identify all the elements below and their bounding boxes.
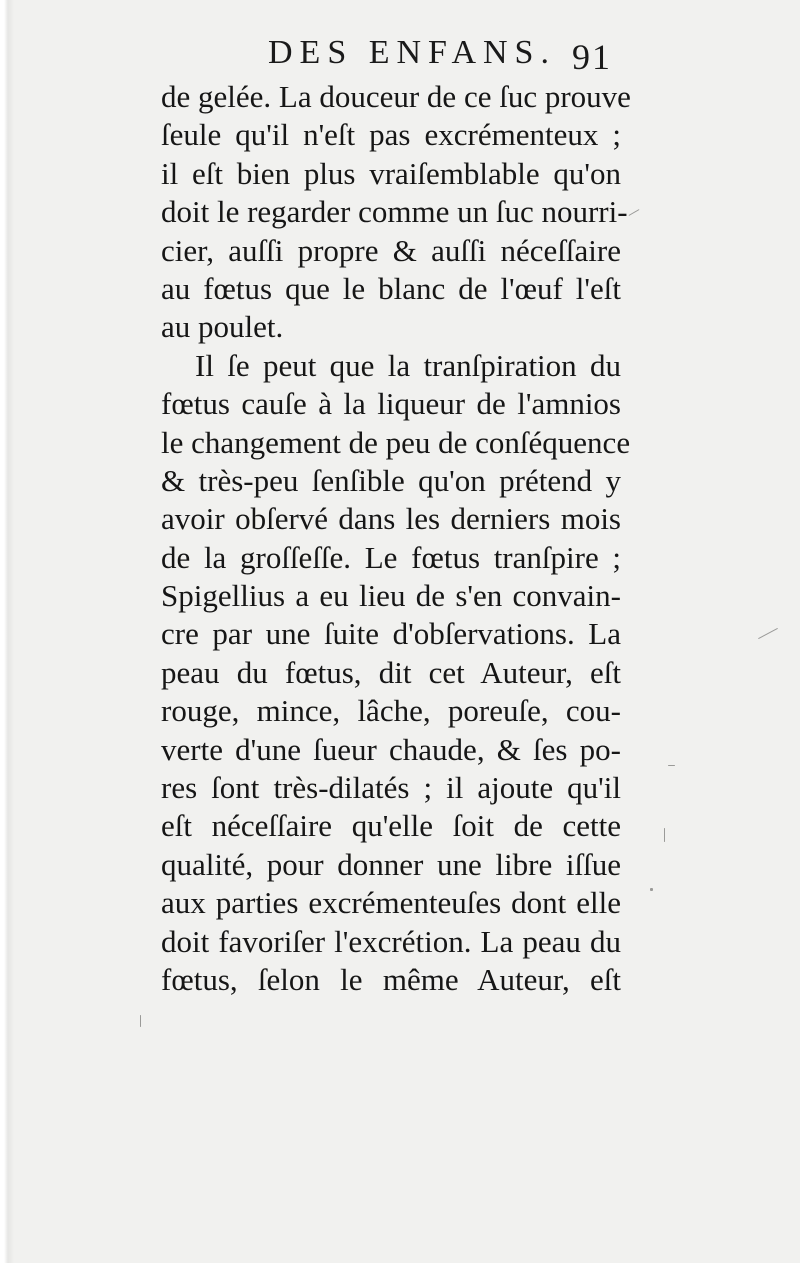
text-line: le changement de peu de conſéquence <box>161 424 631 460</box>
text-line: de gelée. La douceur de ce ſuc prouve <box>161 79 631 114</box>
text-line: au fœtus que le blanc de l'œuf l'eſt <box>161 270 621 306</box>
text-line: doit le regarder comme un ſuc nourri- <box>161 194 628 230</box>
paper-speck <box>650 888 653 891</box>
paragraph-first-line: Il ſe peut que la tranſpiration du <box>195 347 621 383</box>
paper-speck <box>140 1015 141 1027</box>
text-line: Spigellius a eu lieu de s'en convain- <box>161 578 621 614</box>
text-line: cier, auſſi propre & auſſi néceſſaire <box>161 232 621 268</box>
text-line: verte d'une ſueur chaude, & ſes po- <box>161 731 621 767</box>
paper-speck <box>664 828 665 842</box>
text-line: il eſt bien plus vraiſemblable qu'on <box>161 155 621 191</box>
text-line: res ſont très-dilatés ; il ajoute qu'il <box>161 770 621 806</box>
body-text <box>161 78 631 999</box>
text-line: peau du fœtus, dit cet Auteur, eſt <box>161 654 621 690</box>
paper-speck <box>629 209 640 216</box>
text-line: eſt néceſſaire qu'elle ſoit de cette <box>161 808 621 844</box>
text-line: ſeule qu'il n'eſt pas excrémenteux ; <box>161 117 621 153</box>
paper-speck <box>668 765 675 766</box>
text-line: fœtus, ſelon le même Auteur, eſt <box>161 961 621 997</box>
text-line: fœtus cauſe à la liqueur de l'amnios <box>161 386 621 422</box>
text-line: aux parties excrémenteuſes dont elle <box>161 885 621 921</box>
text-line: avoir obſervé dans les derniers mois <box>161 501 621 537</box>
running-head-title: DES ENFANS. <box>268 34 556 71</box>
running-head <box>0 34 800 84</box>
paper-speck <box>758 628 778 639</box>
text-line: cre par une ſuite d'obſervations. La <box>161 616 621 652</box>
text-line: de la groſſeſſe. Le fœtus tranſpire ; <box>161 539 621 575</box>
text-line: au poulet. <box>161 309 284 345</box>
text-line: & très-peu ſenſible qu'on prétend y <box>161 462 621 498</box>
page-number: 91 <box>572 37 612 77</box>
text-line: rouge, mince, lâche, poreuſe, cou- <box>161 693 621 729</box>
scan-edge <box>0 0 14 1263</box>
text-line: doit favoriſer l'excrétion. La peau du <box>161 923 621 959</box>
text-line: qualité, pour donner une libre iſſue <box>161 846 621 882</box>
